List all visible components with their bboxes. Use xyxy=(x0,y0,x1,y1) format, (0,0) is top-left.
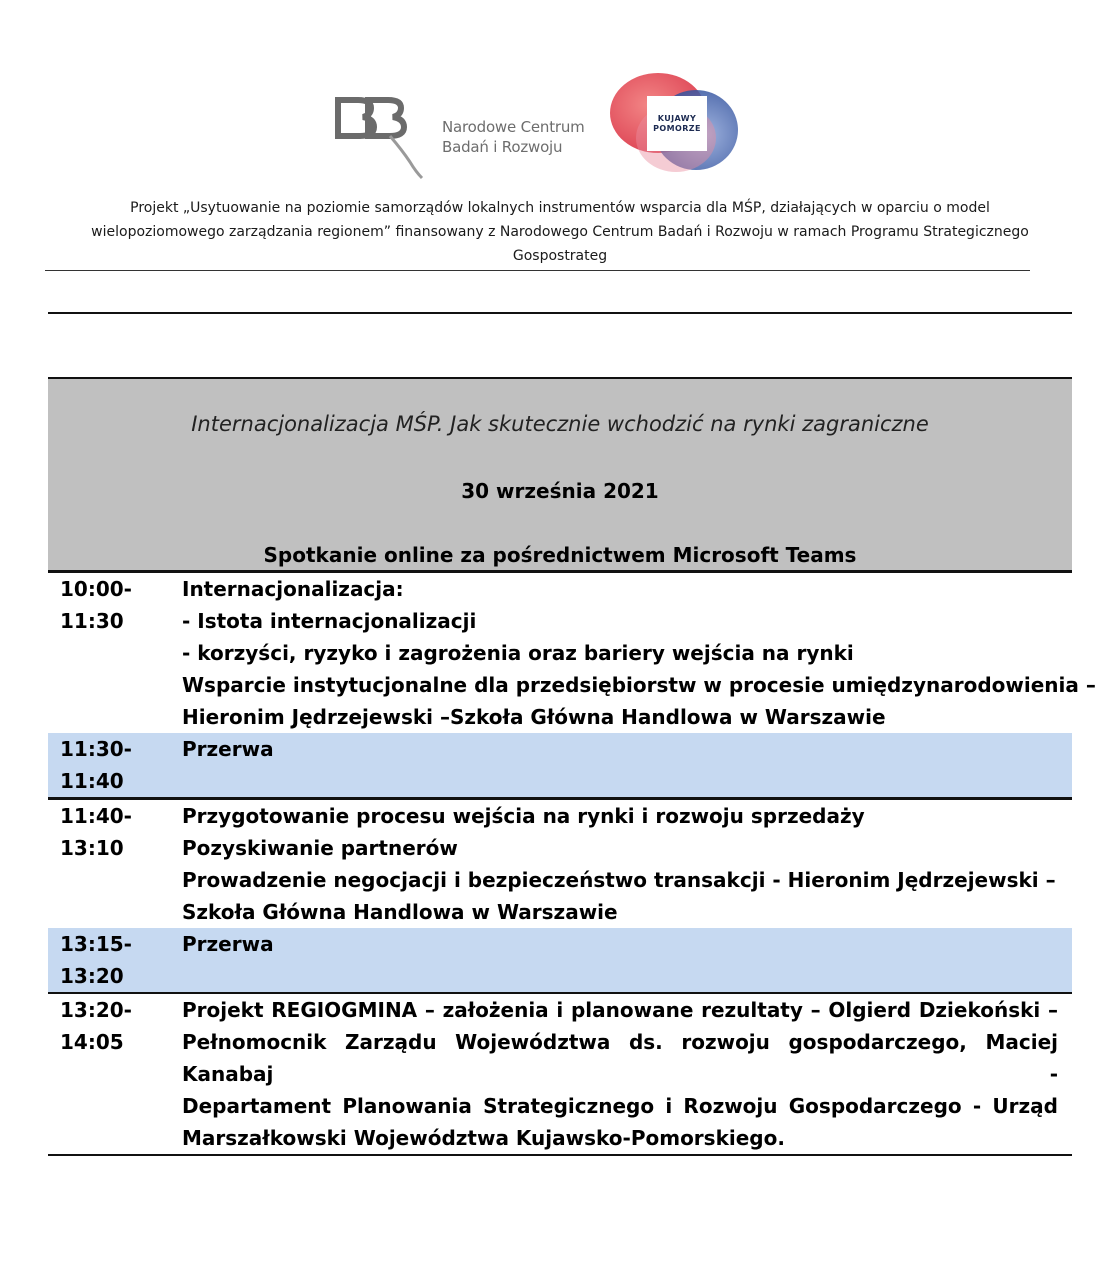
agenda-line: Przygotowanie procesu wejścia na rynki i rozwoju sprzedaży xyxy=(182,804,865,828)
agenda-content xyxy=(182,800,1058,928)
time-end: 11:40 xyxy=(60,769,124,793)
agenda-line: - korzyści, ryzyko i zagrożenia oraz bariery wejścia na rynki xyxy=(182,641,854,665)
event-venue: Spotkanie online za pośrednictwem Microsoft Teams xyxy=(263,543,857,567)
agenda-content xyxy=(182,928,1058,992)
event-date: 30 września 2021 xyxy=(461,479,659,503)
logo-bar xyxy=(0,60,1118,185)
section-divider xyxy=(48,312,1072,314)
agenda-row xyxy=(48,994,1072,1154)
ncbr-logo-mark-icon xyxy=(330,90,430,185)
agenda-table xyxy=(48,377,1096,1156)
agenda-line: Prowadzenie negocjacji i bezpieczeństwo transakcji - Hieronim Jędrzejewski – xyxy=(182,868,1056,892)
agenda-line: Departament Planowania Strategicznego i Rozwoju Gospodarczego - Urząd xyxy=(182,1094,1058,1118)
project-line-1: Projekt „Usytuowanie na poziomie samorządów lokalnych instrumentów wsparcia dla MŚP, działających w oparciu o model xyxy=(130,200,990,216)
agenda-time xyxy=(48,994,182,1154)
time-start: 13:15- xyxy=(60,932,132,956)
project-line-3: Gospostrateg xyxy=(512,248,608,264)
agenda-line: Pełnomocnik Zarządu Województwa ds. rozwoju gospodarczego, Maciej Kanabaj - xyxy=(182,1030,1058,1086)
agenda-time xyxy=(48,800,182,928)
agenda-content xyxy=(182,733,1058,797)
agenda-line: Hieronim Jędrzejewski –Szkoła Główna Handlowa w Warszawie xyxy=(182,705,886,729)
time-end: 13:20 xyxy=(60,964,124,988)
time-end: 14:05 xyxy=(60,1030,124,1054)
agenda-line: Wsparcie instytucjonalne dla przedsiębiorstw w procesie umiędzynarodowienia – xyxy=(182,673,1096,697)
event-title: Internacjonalizacja MŚP. Jak skutecznie wchodzić na rynki zagraniczne xyxy=(191,412,929,436)
agenda-time xyxy=(48,928,182,992)
agenda-row xyxy=(48,800,1072,928)
time-start: 11:30- xyxy=(60,737,132,761)
ncbr-logo-line2: Badań i Rozwoju xyxy=(442,138,563,156)
ncbr-logo-line1: Narodowe Centrum xyxy=(442,118,585,136)
agenda-line: - Istota internacjonalizacji xyxy=(182,609,477,633)
agenda-line: Szkoła Główna Handlowa w Warszawie xyxy=(182,900,618,924)
agenda-row xyxy=(48,573,1096,733)
time-end: 13:10 xyxy=(60,836,124,860)
time-end: 11:30 xyxy=(60,609,124,633)
ncbr-logo xyxy=(330,90,585,185)
kujawy-pomorze-wordmark xyxy=(647,96,707,151)
agenda-content xyxy=(182,573,1096,733)
agenda-line: Przerwa xyxy=(182,737,274,761)
agenda-line: Internacjonalizacja: xyxy=(182,577,404,601)
time-start: 10:00- xyxy=(60,577,132,601)
agenda-line: Marszałkowski Województwa Kujawsko-Pomorskiego. xyxy=(182,1126,785,1150)
time-start: 11:40- xyxy=(60,804,132,828)
agenda-time xyxy=(48,733,182,797)
agenda-line: Projekt REGIOGMINA – założenia i planowane rezultaty – Olgierd Dziekoński – xyxy=(182,998,1058,1022)
table-bottom-border xyxy=(48,1154,1072,1156)
project-description xyxy=(60,196,1060,268)
agenda-header xyxy=(48,377,1072,573)
agenda-line: Przerwa xyxy=(182,932,274,956)
pomorze-word: POMORZE xyxy=(653,123,701,133)
agenda-row-break xyxy=(48,733,1072,797)
agenda-row-break xyxy=(48,928,1072,992)
time-start: 13:20- xyxy=(60,998,132,1022)
kujawy-word: KUJAWY xyxy=(657,113,697,123)
header-divider xyxy=(45,270,1030,271)
kujawy-pomorze-logo xyxy=(606,68,746,180)
agenda-time xyxy=(48,573,182,733)
agenda-content xyxy=(182,994,1058,1154)
project-line-2: wielopoziomowego zarządzania regionem” finansowany z Narodowego Centrum Badań i Rozwoju w ramach Programu Strategicznego xyxy=(91,224,1029,240)
agenda-line: Pozyskiwanie partnerów xyxy=(182,836,458,860)
